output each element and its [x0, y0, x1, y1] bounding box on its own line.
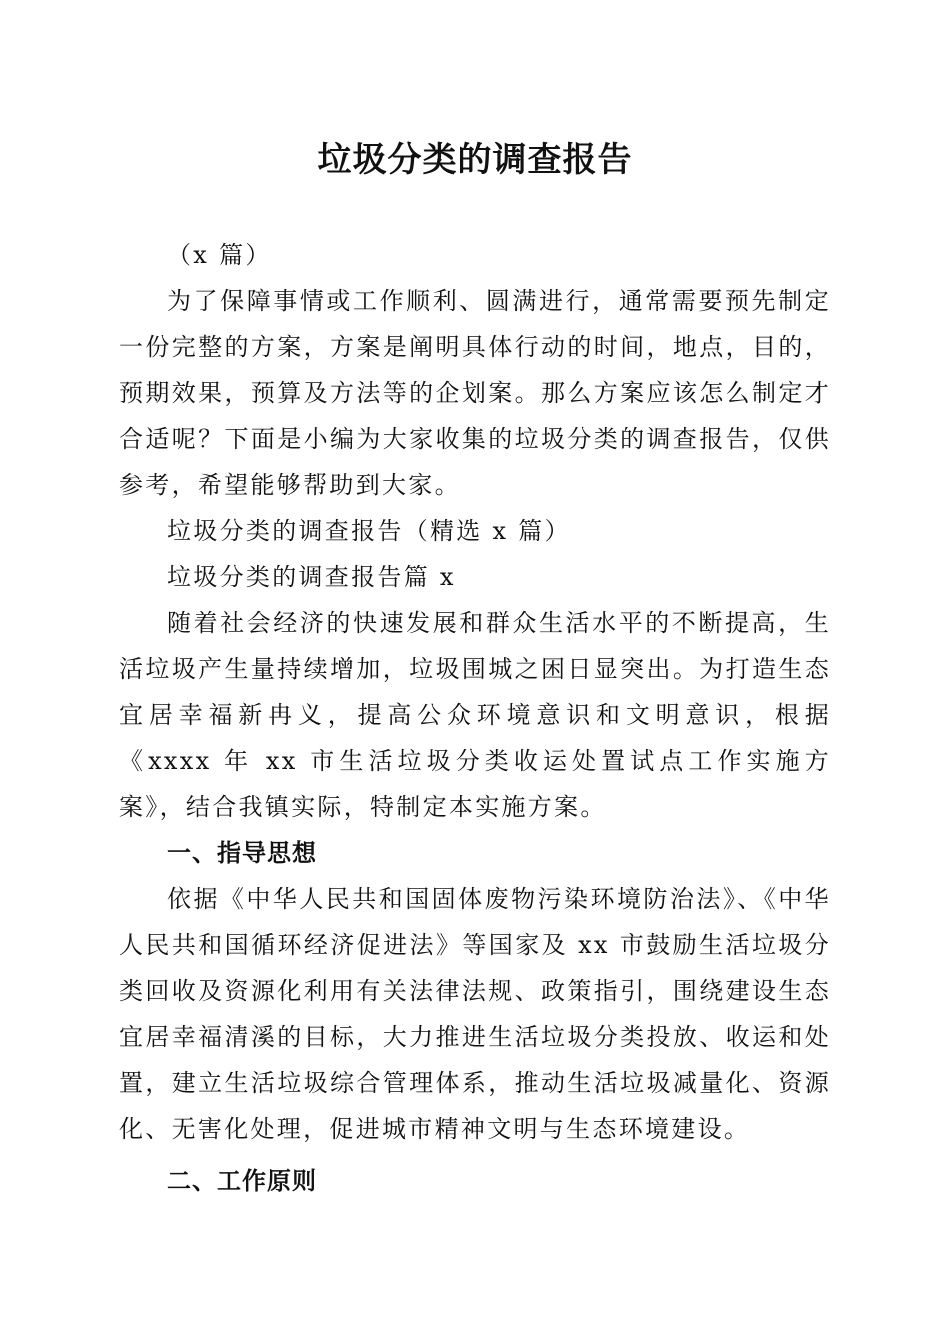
guiding-thought-paragraph: 依据《中华人民共和国固体废物污染环境防治法》、《中华人民共和国循环经济促进法》等国家及 xx 市鼓励生活垃圾分类回收及资源化利用有关法律法规、政策指引，围绕建设生态宜居幸福清溪的目标，大力推进生活垃圾分类投放、收运和处置，建立生活垃圾综合管理体系，推动生活垃圾减量化、资源化、无害化处理，促进城市精神文明与生态环境建设。 [119, 885, 831, 1143]
intro-paragraph: 为了保障事情或工作顺利、圆满进行，通常需要预先制定一份完整的方案，方案是阐明具体行动的时间，地点，目的，预期效果，预算及方法等的企划案。那么方案应该怎么制定才合适呢？下面是小编为大家收集的垃圾分类的调查报告，仅供参考，希望能够帮助到大家。 [119, 287, 831, 499]
background-paragraph: 随着社会经济的快速发展和群众生活水平的不断提高，生活垃圾产生量持续增加，垃圾围城之困日显突出。为打造生态宜居幸福新冉义，提高公众环境意识和文明意识，根据《xxxx 年 xx 市生活垃圾分类收运处置试点工作实施方案》，结合我镇实际，特制定本实施方案。 [119, 609, 831, 821]
article-count-note: （x 篇） [167, 241, 272, 269]
document-title: 垃圾分类的调查报告 [317, 140, 633, 180]
article-title: 垃圾分类的调查报告篇 x [167, 563, 456, 591]
document-body [119, 232, 831, 1204]
section-heading-guiding-thought: 一、指导思想 [167, 839, 317, 867]
section-heading-work-principles: 二、工作原则 [167, 1167, 317, 1195]
collection-title: 垃圾分类的调查报告（精选 x 篇） [167, 517, 571, 545]
